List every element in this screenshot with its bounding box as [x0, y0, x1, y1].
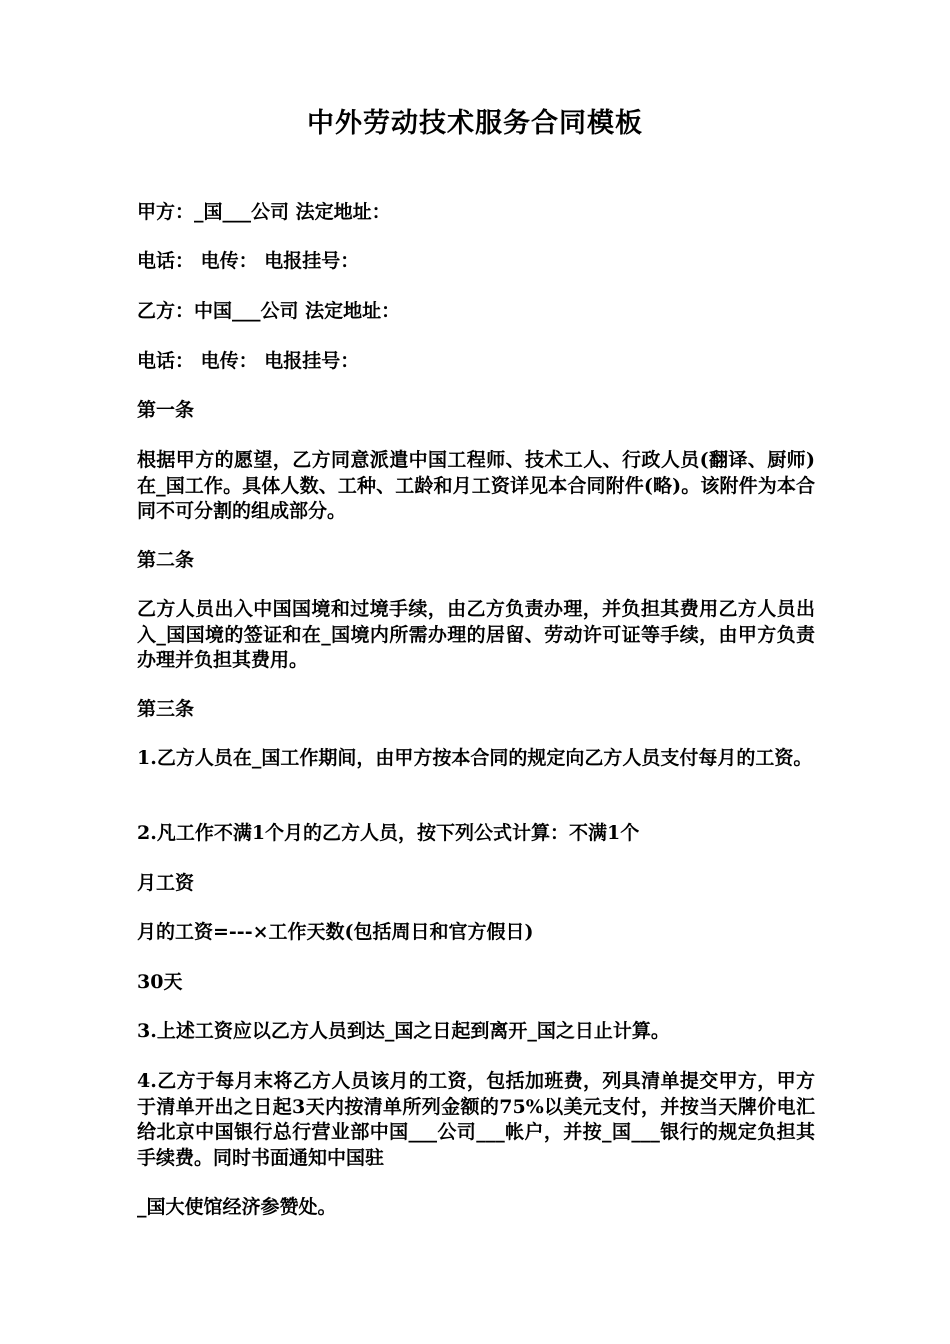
formula-line: 月的工资=---×工作天数(包括周日和官方假日) — [137, 921, 534, 943]
article-1-body: 根据甲方的愿望，乙方同意派遣中国工程师、技术工人、行政人员(翻译、厨师)在_国工作。具体人数、工种、工龄和月工资详见本合同附件(略)。该附件为本合同不可分割的组成部分。 — [137, 449, 815, 522]
formula-numerator: 月工资 — [137, 872, 195, 894]
party-a-line: 甲方：_国___公司 法定地址： — [137, 201, 391, 223]
formula-denominator: 30天 — [137, 971, 183, 993]
article-3-clause-1: 1.乙方人员在_国工作期间，由甲方按本合同的规定向乙方人员支付每月的工资。 — [137, 747, 813, 769]
article-2-body: 乙方人员出入中国国境和过境手续，由乙方负责办理，并负担其费用乙方人员出入_国国境的签证和在_国境内所需办理的居留、劳动许可证等手续，由甲方负责办理并负担其费用。 — [137, 598, 815, 671]
party-a-contact-line: 电话： 电传： 电报挂号： — [137, 250, 360, 272]
article-3-heading: 第三条 — [137, 698, 195, 720]
article-2-heading: 第二条 — [137, 549, 195, 571]
party-b-line: 乙方：中国___公司 法定地址： — [137, 300, 401, 322]
article-3-clause-4: 4.乙方于每月末将乙方人员该月的工资，包括加班费，列具清单提交甲方，甲方于清单开出之日起3天内按清单所列金额的75%以美元支付，并按当天牌价电汇给北京中国银行总行营业部中国___公司___帐户，并按_国___银行的规定负担其手续费。同时书面通知中国驻 — [137, 1070, 815, 1169]
document-title: 中外劳动技术服务合同模板 — [307, 108, 643, 139]
article-3-clause-4-continued: _国大使馆经济参赞处。 — [137, 1196, 337, 1218]
article-3-clause-2: 2.凡工作不满1个月的乙方人员，按下列公式计算：不满1个 — [137, 822, 640, 844]
party-b-contact-line: 电话： 电传： 电报挂号： — [137, 350, 360, 372]
article-3-clause-3: 3.上述工资应以乙方人员到达_国之日起到离开_国之日止计算。 — [137, 1020, 670, 1042]
article-1-heading: 第一条 — [137, 399, 195, 421]
